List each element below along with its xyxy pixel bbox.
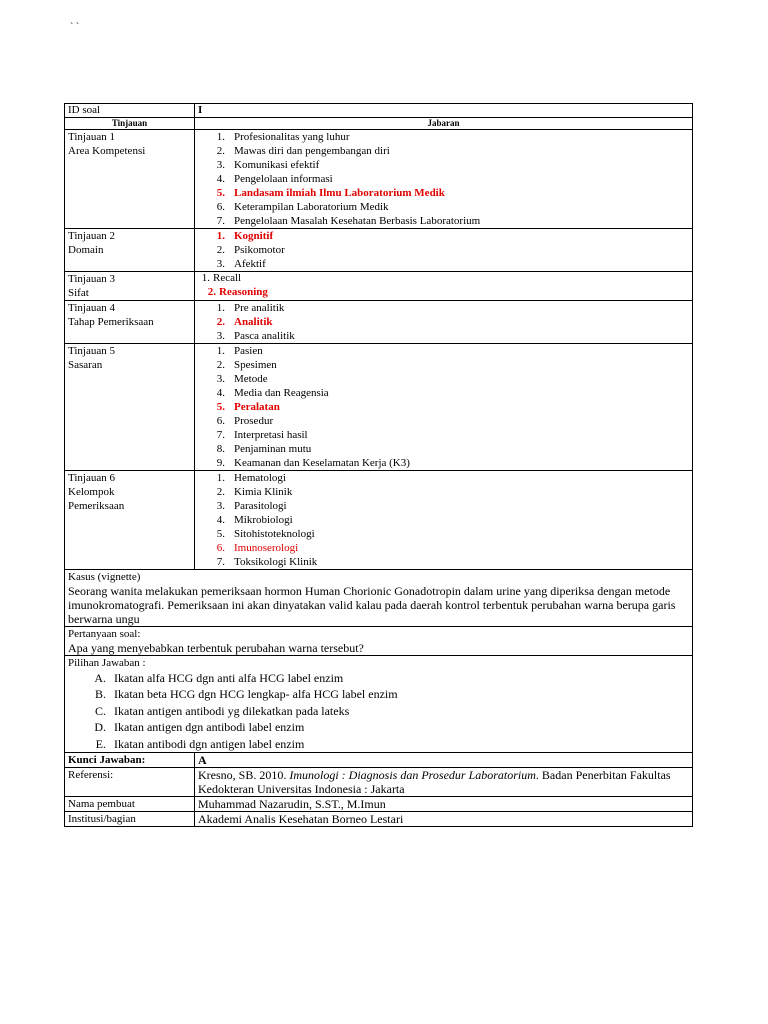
item-number: 2.: [216, 486, 225, 498]
jabaran-list: [198, 130, 689, 228]
jabaran-list: [198, 344, 689, 470]
item-text: Hematologi: [234, 472, 286, 484]
item-text: Pre analitik: [234, 302, 285, 314]
kunci-row: [65, 753, 693, 768]
tinjauan-section: [65, 130, 693, 570]
jabaran-item: [198, 301, 689, 315]
item-number: 1.: [216, 472, 225, 484]
jabaran-item: [198, 541, 689, 555]
item-text: Mikrobiologi: [234, 514, 293, 526]
header-row: [65, 118, 693, 130]
option-letter: D.: [94, 720, 106, 735]
item-number: 1.: [216, 131, 225, 143]
jabaran-item: [198, 144, 689, 158]
option-letter: B.: [94, 687, 106, 702]
referensi-row: [65, 768, 693, 797]
referensi-post: . Badan Penerbitan Fakultas Kedokteran Universitas Indonesia : Jakarta: [198, 768, 671, 797]
jabaran-item: [198, 315, 689, 329]
jabaran-item: [198, 456, 689, 470]
jabaran-cell: [195, 130, 693, 229]
jabaran-cell: [195, 301, 693, 344]
tinjauan-row: [65, 272, 693, 301]
tinjauan-title: Tinjauan 6: [68, 472, 115, 484]
jabaran-item: [198, 272, 689, 286]
item-text: Pasca analitik: [234, 330, 295, 342]
item-text: Keterampilan Laboratorium Medik: [234, 201, 389, 213]
item-number: 8.: [216, 443, 225, 455]
kunci-value: A: [195, 753, 693, 768]
jabaran-item: [198, 158, 689, 172]
jabaran-item: [198, 200, 689, 214]
jabaran-list: [198, 229, 689, 271]
jabaran-cell: [195, 471, 693, 570]
pembuat-label: Nama pembuat: [65, 797, 195, 812]
item-text: Imunoserologi: [234, 542, 299, 554]
tinjauan-title: Tinjauan 1: [68, 131, 115, 143]
tinjauan-subtitle: Sasaran: [68, 359, 103, 371]
jabaran-item: [198, 243, 689, 257]
item-text: Interpretasi hasil: [234, 429, 308, 441]
id-label: ID soal: [65, 104, 195, 118]
kasus-text: Seorang wanita melakukan pemeriksaan hormon Human Chorionic Gonadotropin dalam urine yang diperiksa dengan metode imunokromatografi. Pemeriksaan ini akan dinyatakan valid kalau pada daerah kontrol terbentuk perubahan warna berupa garis berwarna ungu: [68, 584, 676, 626]
item-number: 2.: [216, 316, 225, 328]
tinjauan-title: Tinjauan 3: [68, 273, 115, 285]
item-text: Landasam ilmiah Ilmu Laboratorium Medik: [234, 187, 445, 199]
tinjauan-row: [65, 301, 693, 344]
item-number: 7.: [216, 556, 225, 568]
jabaran-list: [198, 272, 689, 300]
item-number: 2.: [216, 145, 225, 157]
tinjauan-title: Tinjauan 2: [68, 230, 115, 242]
jabaran-cell: [195, 229, 693, 272]
item-text: Kognitif: [234, 230, 274, 242]
item-number: 4.: [216, 387, 225, 399]
item-text: Pengelolaan informasi: [234, 173, 333, 185]
pembuat-value: Muhammad Nazarudin, S.ST., M.Imun: [195, 797, 693, 812]
header-tinjauan: Tinjauan: [65, 118, 195, 130]
jabaran-list: [198, 471, 689, 569]
jabaran-item: [198, 358, 689, 372]
pertanyaan-label: Pertanyaan soal:: [68, 628, 141, 640]
item-text: Penjaminan mutu: [234, 443, 312, 455]
item-text: Afektif: [234, 258, 266, 270]
referensi-pre: Kresno, SB. 2010.: [198, 768, 290, 783]
kunci-label: Kunci Jawaban:: [65, 753, 195, 768]
option-text: Ikatan antigen dgn antibodi label enzim: [114, 720, 305, 735]
item-number: 2.: [207, 285, 216, 298]
jabaran-item: [198, 386, 689, 400]
jabaran-item: [198, 257, 689, 271]
item-number: 7.: [216, 429, 225, 441]
option-text: Ikatan antigen antibodi yg dilekatkan pada lateks: [114, 703, 350, 718]
item-number: 5.: [216, 528, 225, 540]
tinjauan-row: [65, 229, 693, 272]
jabaran-item: [198, 485, 689, 499]
item-number: 1.: [216, 230, 225, 242]
jabaran-item: [198, 372, 689, 386]
jabaran-item: [198, 442, 689, 456]
tinjauan-title: Tinjauan 5: [68, 345, 115, 357]
item-text: Media dan Reagensia: [234, 387, 329, 399]
answer-option: [68, 670, 689, 686]
item-number: 6.: [216, 415, 225, 427]
id-row: [65, 104, 693, 118]
question-table: [64, 103, 693, 827]
kasus-label: Kasus (vignette): [68, 571, 141, 583]
jabaran-item: [198, 527, 689, 541]
item-text: Metode: [234, 373, 268, 385]
item-number: 7.: [216, 215, 225, 227]
jabaran-item: [198, 400, 689, 414]
tinjauan-label-cell: [65, 344, 195, 471]
jabaran-item: [198, 428, 689, 442]
answer-option: [68, 736, 689, 752]
item-number: 9.: [216, 457, 225, 469]
tinjauan-subtitle: Sifat: [68, 287, 89, 299]
item-number: 3.: [216, 159, 225, 171]
answer-option: [68, 703, 689, 719]
answer-option: [68, 686, 689, 702]
jabaran-item: [198, 513, 689, 527]
tinjauan-label-cell: [65, 130, 195, 229]
tinjauan-label-cell: [65, 301, 195, 344]
item-number: 6.: [216, 201, 225, 213]
option-letter: A.: [94, 671, 106, 685]
item-number: 5.: [216, 401, 225, 413]
option-text: Ikatan antibodi dgn antigen label enzim: [114, 736, 305, 751]
option-letter: E.: [95, 736, 106, 751]
answer-option: [68, 719, 689, 735]
pertanyaan-text: Apa yang menyebabkan terbentuk perubahan warna tersebut?: [68, 641, 364, 655]
jabaran-item: [198, 555, 689, 569]
jabaran-cell: [195, 344, 693, 471]
item-number: 1.: [201, 272, 210, 284]
corner-mark: ` `: [70, 22, 80, 33]
jabaran-list: [198, 301, 689, 343]
item-text: Analitik: [234, 316, 273, 328]
jabaran-item: [198, 344, 689, 358]
item-number: 2.: [216, 244, 225, 256]
jabaran-item: [198, 172, 689, 186]
tinjauan-subtitle: Area Kompetensi: [68, 145, 146, 157]
item-text: Sitohistoteknologi: [234, 528, 315, 540]
tinjauan-row: [65, 130, 693, 229]
item-text: Spesimen: [234, 359, 277, 371]
option-letter: C.: [94, 703, 106, 718]
item-number: 1.: [216, 302, 225, 314]
jabaran-item: [198, 471, 689, 485]
item-text: Profesionalitas yang luhur: [234, 131, 350, 143]
jabaran-item: [198, 329, 689, 343]
tinjauan-row: [65, 344, 693, 471]
jabaran-item: [198, 214, 689, 228]
pilihan-row: [65, 656, 693, 753]
option-text: Ikatan alfa HCG dgn anti alfa HCG label enzim: [114, 671, 344, 685]
item-text: Reasoning: [219, 285, 268, 298]
item-number: 3.: [216, 258, 225, 270]
item-text: Prosedur: [234, 415, 274, 427]
item-text: Mawas diri dan pengembangan diri: [234, 145, 390, 157]
referensi-value: [195, 768, 693, 797]
item-text: Psikomotor: [234, 244, 285, 256]
item-text: Peralatan: [234, 401, 280, 413]
jabaran-item: [198, 414, 689, 428]
item-text: Toksikologi Klinik: [234, 556, 318, 568]
pertanyaan-row: [65, 627, 693, 656]
item-number: 3.: [216, 330, 225, 342]
tinjauan-label-cell: [65, 229, 195, 272]
jabaran-item: [198, 286, 689, 300]
institusi-row: [65, 812, 693, 827]
item-text: Pengelolaan Masalah Kesehatan Berbasis Laboratorium: [234, 215, 481, 227]
jabaran-cell: [195, 272, 693, 301]
pilihan-label: Pilihan Jawaban :: [68, 657, 146, 669]
header-jabaran: Jabaran: [195, 118, 693, 130]
id-value: I: [195, 104, 693, 118]
item-text: Recall: [213, 272, 242, 284]
item-number: 5.: [216, 187, 225, 199]
option-text: Ikatan beta HCG dgn HCG lengkap- alfa HCG label enzim: [114, 687, 398, 702]
jabaran-item: [198, 186, 689, 200]
institusi-label: Institusi/bagian: [65, 812, 195, 827]
pembuat-row: [65, 797, 693, 812]
jabaran-item: [198, 229, 689, 243]
referensi-label: Referensi:: [65, 768, 195, 797]
jabaran-item: [198, 499, 689, 513]
tinjauan-subtitle: Domain: [68, 244, 104, 256]
item-number: 3.: [216, 500, 225, 512]
tinjauan-subtitle: Kelompok Pemeriksaan: [68, 486, 125, 512]
item-number: 3.: [216, 373, 225, 385]
item-text: Parasitologi: [234, 500, 287, 512]
item-text: Kimia Klinik: [234, 486, 293, 498]
item-text: Pasien: [234, 345, 263, 357]
item-text: Keamanan dan Keselamatan Kerja (K3): [234, 457, 410, 469]
referensi-title: Imunologi : Diagnosis dan Prosedur Laboratorium: [289, 768, 536, 783]
item-number: 4.: [216, 514, 225, 526]
item-number: 1.: [216, 345, 225, 357]
tinjauan-label-cell: [65, 471, 195, 570]
kasus-row: [65, 570, 693, 627]
tinjauan-label-cell: [65, 272, 195, 301]
tinjauan-subtitle: Tahap Pemeriksaan: [68, 316, 154, 328]
jabaran-item: [198, 130, 689, 144]
item-number: 6.: [216, 542, 225, 554]
tinjauan-title: Tinjauan 4: [68, 302, 115, 314]
tinjauan-row: [65, 471, 693, 570]
item-text: Komunikasi efektif: [234, 159, 320, 171]
institusi-value: Akademi Analis Kesehatan Borneo Lestari: [195, 812, 693, 827]
item-number: 2.: [216, 359, 225, 371]
answer-options: [68, 670, 689, 752]
item-number: 4.: [216, 173, 225, 185]
